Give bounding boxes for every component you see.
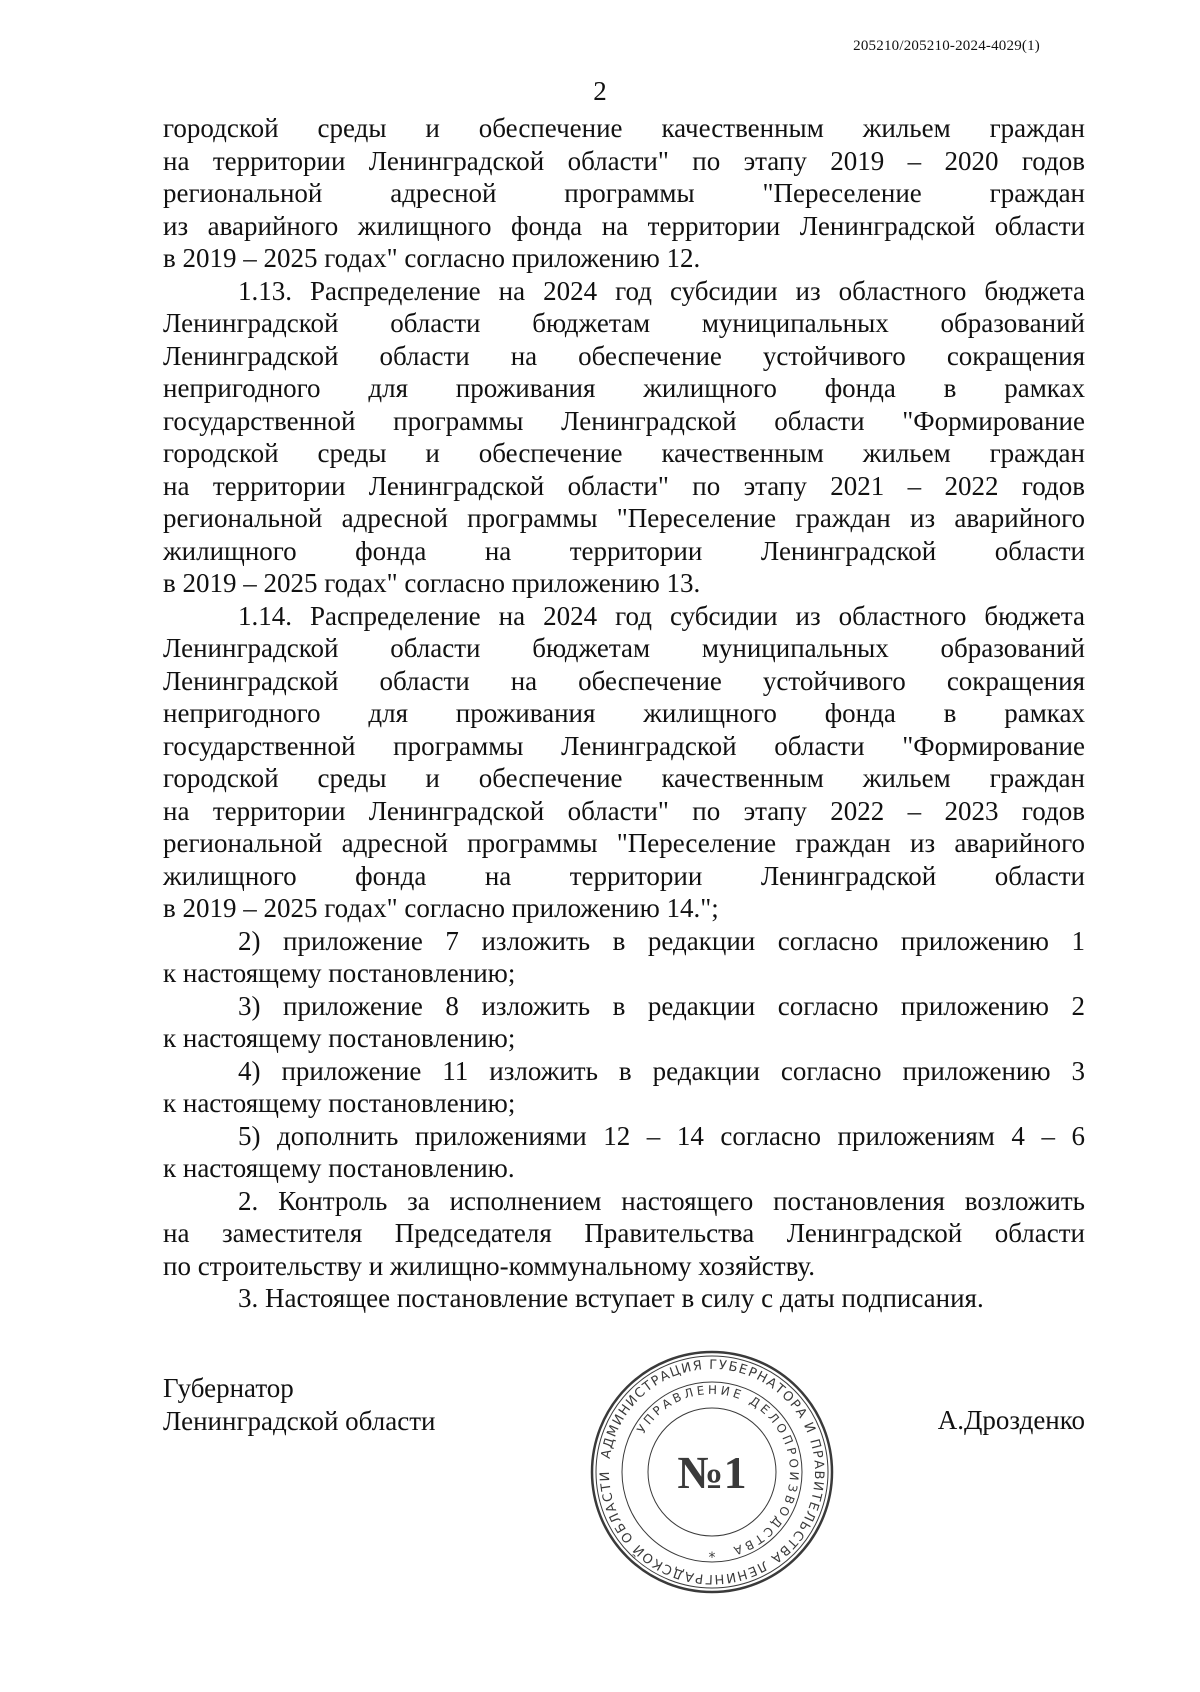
paragraph-section-3 — [163, 1282, 1085, 1315]
paragraph-continuation — [163, 112, 1085, 275]
list-item-5 — [163, 1120, 1085, 1185]
text-line: Ленинградской области на обеспечение устойчивого сокращения — [163, 665, 1085, 696]
text-line: непригодного для проживания жилищного фонда в рамках — [163, 373, 1085, 403]
text-line: 3. Настоящее постановление вступает в силу с даты подписания. — [238, 1283, 984, 1313]
text-line: Ленинградской области на обеспечение устойчивого сокращения — [163, 340, 1085, 371]
text-line: на территории Ленинградской области" по этапу 2019 – 2020 годов — [163, 145, 1085, 176]
text-line: 3) приложение 8 изложить в редакции согласно приложению 2 — [238, 990, 1085, 1021]
text-line: к настоящему постановлению; — [163, 958, 516, 988]
text-line: Ленинградской области бюджетам муниципальных образований — [163, 633, 1085, 663]
stamp-inner-text: УПРАВЛЕНИЕ ДЕЛОПРОИЗВОДСТВА — [634, 1382, 802, 1559]
text-line: государственной программы Ленинградской области "Формирование — [163, 405, 1085, 436]
text-line: на территории Ленинградской области" по этапу 2021 – 2022 годов — [163, 470, 1085, 501]
text-line: региональной адресной программы "Переселение граждан — [163, 178, 1085, 208]
text-line: 1.14. Распределение на 2024 год субсидии из областного бюджета — [238, 600, 1085, 631]
stamp-outer-text: АДМИНИСТРАЦИЯ ГУБЕРНАТОРА И ПРАВИТЕЛЬСТВА ЛЕНИНГРАДСКОЙ ОБЛАСТИ — [597, 1357, 827, 1587]
text-line: к настоящему постановлению; — [163, 1023, 516, 1053]
text-line: региональной адресной программы "Переселение граждан из аварийного — [163, 503, 1085, 533]
signatory-name: А.Дрозденко — [937, 1405, 1085, 1435]
text-line: 2) приложение 7 изложить в редакции согласно приложению 1 — [238, 925, 1085, 956]
text-line: на заместителя Председателя Правительства Ленинградской области — [163, 1218, 1085, 1248]
paragraph-section-2 — [163, 1185, 1085, 1283]
text-line: 4) приложение 11 изложить в редакции согласно приложению 3 — [238, 1055, 1085, 1086]
text-line: жилищного фонда на территории Ленинградской области — [163, 535, 1085, 566]
text-line: в 2019 – 2025 годах" согласно приложению 12. — [163, 243, 701, 273]
stamp-number: №1 — [677, 1447, 747, 1498]
official-stamp — [588, 1348, 836, 1596]
paragraph-1-13 — [163, 275, 1085, 600]
paragraph-1-14 — [163, 600, 1085, 925]
signature-title — [163, 1372, 435, 1438]
text-line: непригодного для проживания жилищного фонда в рамках — [163, 698, 1085, 728]
text-line: городской среды и обеспечение качественным жильем граждан — [163, 763, 1085, 793]
list-item-4 — [163, 1055, 1085, 1120]
list-item-3 — [163, 990, 1085, 1055]
document-body — [163, 112, 1085, 1315]
text-line: государственной программы Ленинградской области "Формирование — [163, 730, 1085, 761]
list-item-2 — [163, 925, 1085, 990]
text-line: 5) дополнить приложениями 12 – 14 согласно приложениям 4 – 6 — [238, 1120, 1085, 1151]
page-number: 2 — [593, 76, 607, 106]
signature-title-line: Губернатор — [163, 1373, 294, 1403]
signature-title-line: Ленинградской области — [163, 1406, 436, 1436]
text-line: к настоящему постановлению; — [163, 1088, 516, 1118]
text-line: 1.13. Распределение на 2024 год субсидии из областного бюджета — [238, 275, 1085, 306]
text-line: по строительству и жилищно-коммунальному хозяйству. — [163, 1250, 815, 1281]
text-line: из аварийного жилищного фонда на территории Ленинградской области — [163, 210, 1085, 241]
text-line: в 2019 – 2025 годах" согласно приложению 14."; — [163, 893, 719, 923]
document-id: 205210/205210-2024-4029(1) — [853, 38, 1040, 54]
text-line: городской среды и обеспечение качественным жильем граждан — [163, 438, 1085, 468]
text-line: Ленинградской области бюджетам муниципальных образований — [163, 308, 1085, 338]
text-line: 2. Контроль за исполнением настоящего постановления возложить — [238, 1185, 1085, 1216]
text-line: жилищного фонда на территории Ленинградской области — [163, 860, 1085, 891]
text-line: региональной адресной программы "Переселение граждан из аварийного — [163, 828, 1085, 858]
text-line: городской среды и обеспечение качественным жильем граждан — [163, 113, 1085, 143]
text-line: к настоящему постановлению. — [163, 1153, 515, 1183]
text-line: в 2019 – 2025 годах" согласно приложению 13. — [163, 568, 701, 598]
stamp-seal — [588, 1348, 836, 1596]
text-line: на территории Ленинградской области" по этапу 2022 – 2023 годов — [163, 795, 1085, 826]
stamp-star: * — [708, 1550, 716, 1566]
